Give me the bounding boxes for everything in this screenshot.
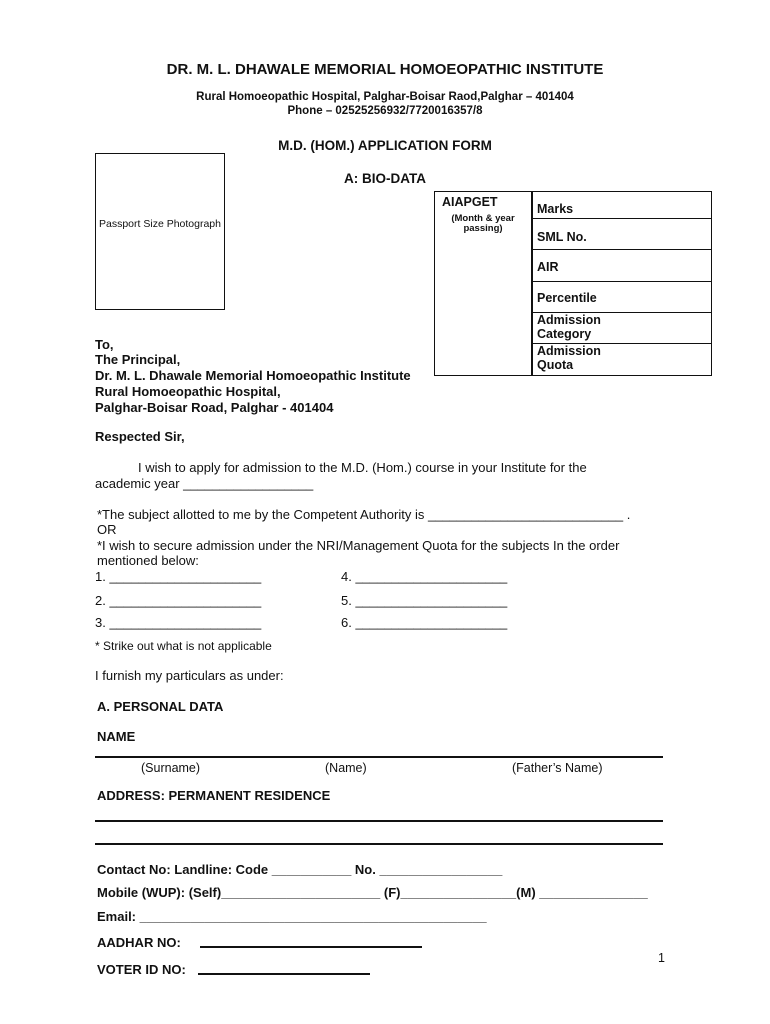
name-caption: (Name)	[325, 761, 367, 775]
subject-allotted-field[interactable]: *The subject allotted to me by the Competent Authority is ___________________________ .	[97, 507, 631, 522]
mobile-field[interactable]: Mobile (WUP): (Self)______________________ (F)________________(M) _______________	[97, 885, 648, 900]
subject-field-5[interactable]: 5. _____________________	[341, 593, 508, 608]
email-field[interactable]: Email: ________________________________________________	[97, 909, 487, 924]
furnish-text: I furnish my particulars as under:	[95, 668, 284, 683]
institute-name-line: Dr. M. L. Dhawale Memorial Homoeopathic Institute	[95, 368, 411, 383]
page-number: 1	[658, 951, 665, 965]
info-row-divider	[531, 218, 711, 219]
aadhar-label: AADHAR NO:	[97, 935, 181, 950]
info-cell-marks[interactable]: Marks	[537, 202, 574, 216]
road-line: Palghar-Boisar Road, Palghar - 401404	[95, 400, 334, 415]
surname-caption: (Surname)	[141, 761, 201, 775]
info-cell-air[interactable]: AIR	[537, 260, 559, 274]
hospital-line: Rural Homoeopathic Hospital,	[95, 384, 281, 399]
address-input-line-1[interactable]	[95, 820, 663, 822]
name-input-line[interactable]	[95, 756, 663, 758]
voter-id-input-line[interactable]	[198, 973, 370, 975]
info-box-divider	[531, 192, 533, 375]
personal-data-heading: A. PERSONAL DATA	[97, 699, 224, 714]
or-text: OR	[97, 522, 117, 537]
to-label: To,	[95, 337, 114, 352]
info-cell-percentile[interactable]: Percentile	[537, 291, 597, 305]
academic-year-field[interactable]: academic year __________________	[95, 476, 314, 491]
contact-landline-field[interactable]: Contact No: Landline: Code ___________ No. _________________	[97, 862, 503, 877]
nri-text-line2: mentioned below:	[97, 553, 199, 568]
aiapget-title: AIAPGET	[442, 195, 498, 209]
strike-out-note: * Strike out what is not applicable	[95, 639, 272, 653]
subject-field-6[interactable]: 6. _____________________	[341, 615, 508, 630]
info-row-divider	[531, 281, 711, 282]
nri-text-line1: *I wish to secure admission under the NRI/Management Quota for the subjects In the order	[97, 538, 620, 553]
subject-field-2[interactable]: 2. _____________________	[95, 593, 262, 608]
photo-label: Passport Size Photograph	[99, 218, 221, 230]
address-input-line-2[interactable]	[95, 843, 663, 845]
salutation: Respected Sir,	[95, 429, 185, 444]
subject-field-3[interactable]: 3. _____________________	[95, 615, 262, 630]
principal-label: The Principal,	[95, 352, 181, 367]
voter-id-label: VOTER ID NO:	[97, 962, 186, 977]
subject-field-4[interactable]: 4. _____________________	[341, 569, 508, 584]
institute-address: Rural Homoeopathic Hospital, Palghar-Boisar Raod,Palghar – 401404	[196, 91, 574, 103]
address-label: ADDRESS: PERMANENT RESIDENCE	[97, 788, 331, 803]
aadhar-input-line[interactable]	[200, 946, 422, 948]
institute-phone: Phone – 02525256932/7720016357/8	[287, 105, 483, 117]
passport-photo-box[interactable]	[95, 153, 225, 310]
info-row-divider	[531, 249, 711, 250]
name-label: NAME	[97, 729, 136, 744]
aiapget-subtitle: (Month & year passing)	[451, 213, 515, 234]
info-cell-admission-category[interactable]: Admission Category	[537, 313, 601, 341]
aiapget-info-box	[434, 191, 712, 376]
fathers-name-caption: (Father’s Name)	[512, 761, 603, 775]
section-title: A: BIO-DATA	[344, 171, 426, 186]
info-cell-admission-quota[interactable]: Admission Quota	[537, 344, 601, 372]
subject-field-1[interactable]: 1. _____________________	[95, 569, 262, 584]
info-cell-sml-no[interactable]: SML No.	[537, 230, 587, 244]
application-text-line1: I wish to apply for admission to the M.D. (Hom.) course in your Institute for the	[138, 460, 587, 475]
form-title: M.D. (HOM.) APPLICATION FORM	[278, 138, 492, 153]
institute-title: DR. M. L. DHAWALE MEMORIAL HOMOEOPATHIC INSTITUTE	[166, 61, 604, 78]
